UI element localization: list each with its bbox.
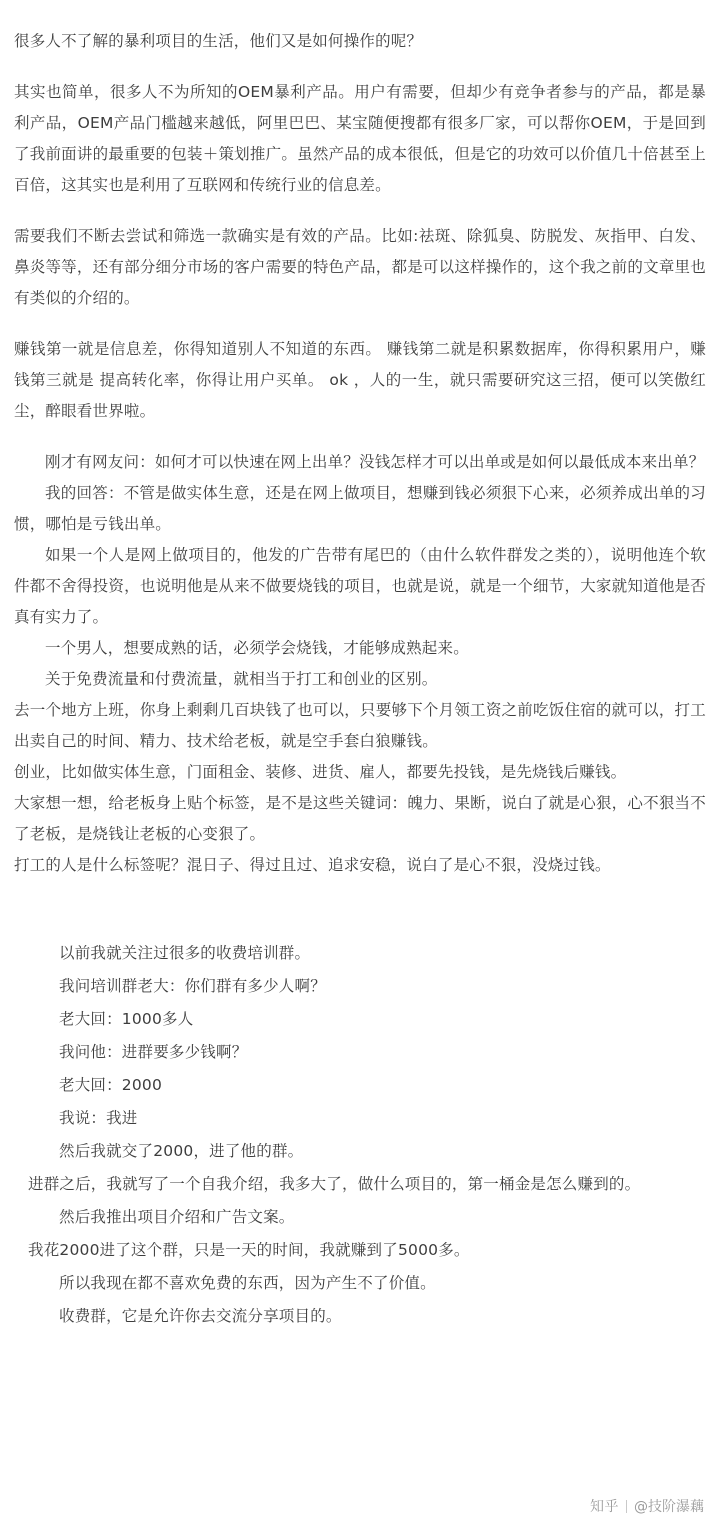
paragraph-line: 刚才有网友问：如何才可以快速在网上出单？没钱怎样才可以出单或是如何以最低成本来出单？ [45,453,705,471]
paragraph: 需要我们不断去尝试和筛选一款确实是有效的产品。比如:祛斑、除狐臭、防脱发、灰指甲、白发、鼻炎等等，还有部分细分市场的客户需要的特色产品，都是可以这样操作的，这个我之前的文章里也有类似的介绍的。 [14,227,706,307]
dialog-block [14,937,706,1333]
dialog-line: 我说：我进 [59,1109,138,1127]
paragraph-line: 去一个地方上班，你身上剩剩几百块钱了也可以，只要够下个月领工资之前吃饭住宿的就可以，打工出卖自己的时间、精力、技术给老板，就是空手套白狼赚钱。 [14,701,706,750]
paragraph-line: 一个男人，想要成熟的话，必须学会烧钱，才能够成熟起来。 [45,639,469,657]
zhihu-logo: 知乎 [590,1499,619,1515]
dialog-line: 老大回：2000 [59,1076,163,1094]
dialog-line: 进群之后，我就写了一个自我介绍，我多大了，做什么项目的，第一桶金是怎么赚到的。 [28,1175,641,1193]
article-body [14,26,706,1333]
dialog-line: 我问他：进群要多少钱啊？ [59,1043,248,1061]
dialog-line: 然后我推出项目介绍和广告文案。 [59,1208,295,1226]
dialog-line: 然后我就交了2000，进了他的群。 [59,1142,304,1160]
dialog-line: 我问培训群老大：你们群有多少人啊？ [59,977,326,995]
dialog-line: 我花2000进了这个群，只是一天的时间，我就赚到了5000多。 [28,1241,470,1259]
paragraph-line: 打工的人是什么标签呢？混日子、得过且过、追求安稳，说白了是心不狠，没烧过钱。 [14,856,611,874]
paragraph: 其实也简单，很多人不为所知的OEM暴利产品。用户有需要，但却少有竞争者参与的产品，都是暴利产品，OEM产品门槛越来越低，阿里巴巴、某宝随便搜都有很多厂家，可以帮你OEM，于是回到了我前面讲的最重要的包装＋策划推广。虽然产品的成本很低，但是它的功效可以价值几十倍甚至上百倍，这其实也是利用了互联网和传统行业的信息差。 [14,83,706,194]
paragraph-line: 大家想一想，给老板身上贴个标签，是不是这些关键词：魄力、果断，说白了就是心狠，心不狠当不了老板，是烧钱让老板的心变狠了。 [14,794,706,843]
dialog-line: 老大回：1000多人 [59,1010,194,1028]
paragraph-line: 关于免费流量和付费流量，就相当于打工和创业的区别。 [45,670,438,688]
paragraph: 赚钱第一就是信息差，你得知道别人不知道的东西。 赚钱第二就是积累数据库，你得积累用户，赚钱第三就是 提高转化率，你得让用户买单。 ok ，人的一生，就只需要研究这三招，便可以笑傲红尘，醉眼看世界啦。 [14,340,706,420]
paragraph-line: 如果一个人是网上做项目的，他发的广告带有尾巴的（由什么软件群发之类的），说明他连个软件都不舍得投资，也说明他是从来不做要烧钱的项目，也就是说，就是一个细节，大家就知道他是否真有实力了。 [14,546,706,626]
paragraph-line: 我的回答：不管是做实体生意，还是在网上做项目，想赚到钱必须狠下心来，必须养成出单的习惯，哪怕是亏钱出单。 [14,484,706,533]
watermark [590,1496,704,1516]
section-spacer [14,901,706,927]
watermark-divider [626,1500,627,1513]
paragraph-line: 创业，比如做实体生意，门面租金、装修、进货、雇人，都要先投钱，是先烧钱后赚钱。 [14,763,627,781]
dialog-line: 收费群，它是允许你去交流分享项目的。 [59,1307,342,1325]
qa-block [14,447,706,881]
dialog-line: 以前我就关注过很多的收费培训群。 [59,944,311,962]
dialog-line: 所以我现在都不喜欢免费的东西，因为产生不了价值。 [59,1274,436,1292]
paragraph: 很多人不了解的暴利项目的生活，他们又是如何操作的呢？ [14,32,423,50]
watermark-author: @技阶瀑藕 [634,1499,704,1515]
